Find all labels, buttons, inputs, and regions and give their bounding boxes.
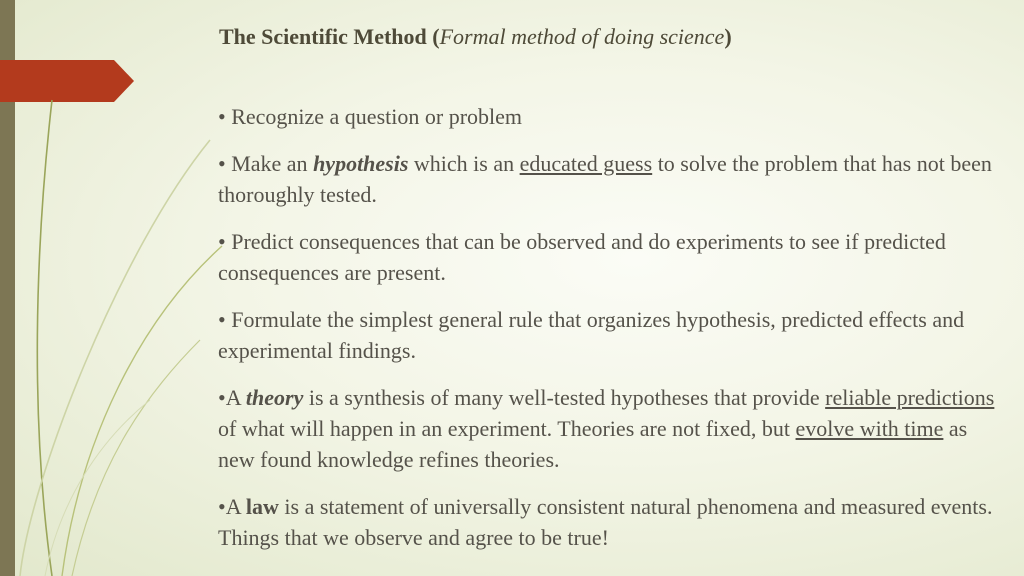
bullet-theory — [218, 382, 1008, 475]
bullet-theory-post: as new found knowledge refines theories. — [218, 416, 968, 472]
decorative-leaf-lines — [0, 0, 240, 576]
bullet-hypothesis-mid: which is an — [408, 151, 520, 176]
educated-guess-text: educated guess — [519, 151, 653, 176]
bullet-law — [218, 491, 1008, 553]
bullet-law-pre: •A — [218, 494, 246, 519]
bullet-predict-text: • Predict consequences that can be observed and do experiments to see if predicted consequences are present. — [218, 229, 946, 285]
term-hypothesis: hypothesis — [313, 151, 409, 176]
bullet-list — [218, 101, 1008, 569]
bullet-theory-mid: is a synthesis of many well-tested hypotheses that provide — [303, 385, 826, 410]
reliable-predictions-text: reliable predictions — [825, 385, 995, 410]
bullet-theory-mid2: of what will happen in an experiment. Theories are not fixed, but — [218, 416, 796, 441]
bullet-formulate — [218, 304, 1008, 366]
slide-title-main: The Scientific Method — [219, 24, 427, 49]
term-law: law — [245, 494, 279, 519]
evolve-with-time-text: evolve with time — [795, 416, 944, 441]
bullet-law-post: is a statement of universally consistent natural phenomena and measured events. Things that we observe and agree to be true! — [218, 494, 993, 550]
bullet-hypothesis — [218, 148, 1008, 210]
slide-title-paren-close: ) — [724, 24, 732, 49]
term-theory: theory — [245, 385, 304, 410]
bullet-hypothesis-post: to solve the problem that has not been thoroughly tested. — [218, 151, 992, 207]
slide-subtitle: Formal method of doing science — [439, 24, 725, 49]
bullet-hypothesis-pre: • Make an — [218, 151, 314, 176]
bullet-predict — [218, 226, 1008, 288]
deco-curve-2 — [62, 246, 222, 576]
bullet-question-text: • Recognize a question or problem — [218, 104, 523, 129]
bullet-theory-pre: •A — [218, 385, 246, 410]
deco-curve-4 — [20, 140, 210, 576]
bullet-formulate-text: • Formulate the simplest general rule that organizes hypothesis, predicted effects and experimental findings. — [218, 307, 965, 363]
slide-title-paren-open: ( — [426, 24, 440, 49]
deco-curve-1 — [37, 100, 52, 576]
bullet-question — [218, 101, 1008, 132]
slide-title — [219, 24, 732, 50]
deco-curve-3 — [72, 340, 200, 576]
